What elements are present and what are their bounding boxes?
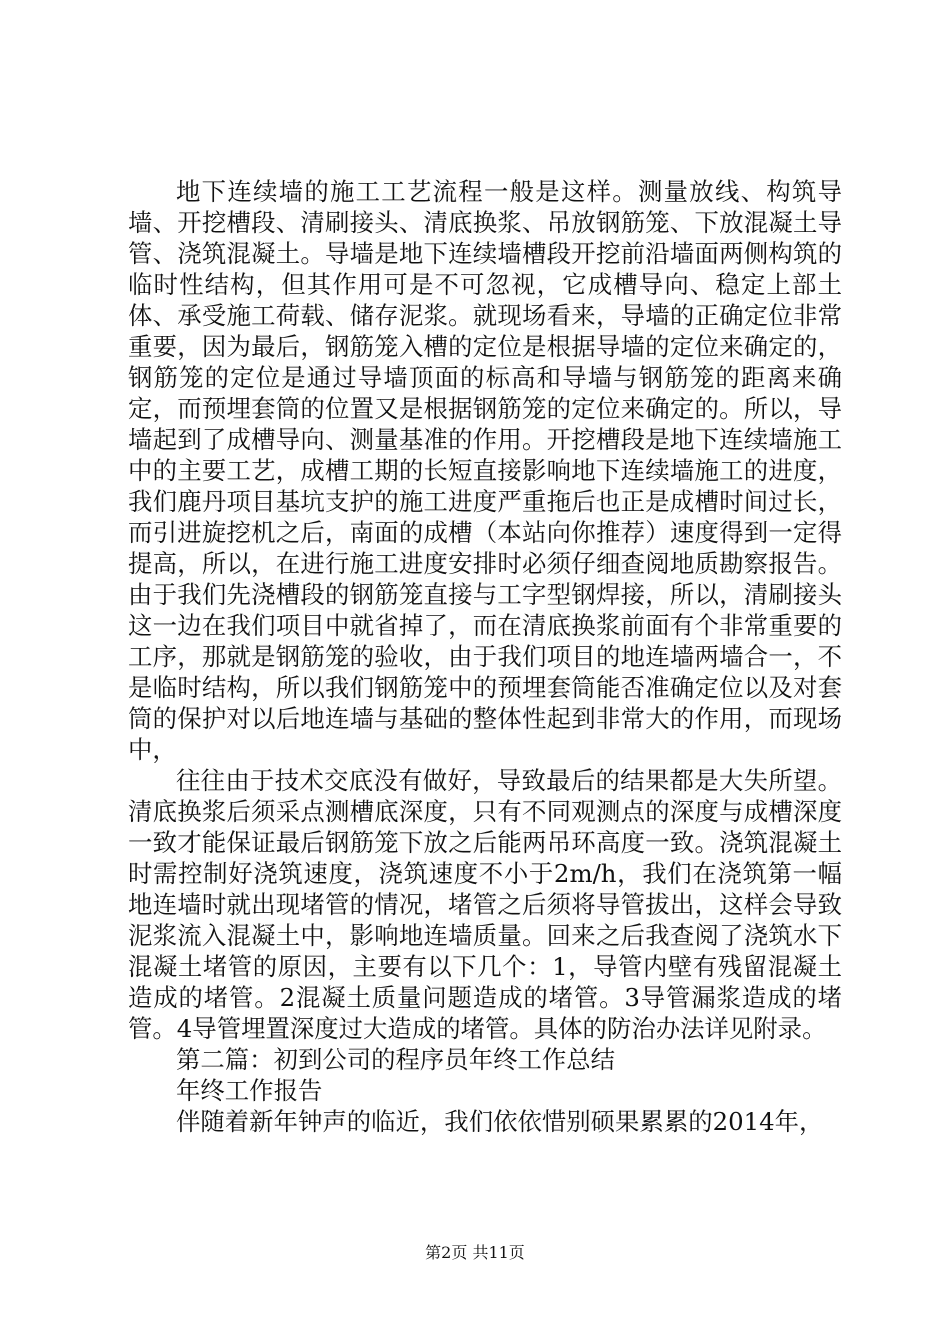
report-title: 年终工作报告 (176, 1076, 323, 1105)
paragraph-pipe-blockage: 往往由于技术交底没有做好，导致最后的结果都是大失所望。清底换浆后须采点测槽底深度，只有不同观测点的深度与成槽深度一致才能保证最后钢筋笼下放之后能两吊环高度一致。浇筑混凝土时需控制好浇筑速度，浇筑速度不小于2m/h，我们在浇筑第一幅地连墙时就出现堵管的情况，堵管之后须将导管拔出，这样会导致泥浆流入混凝土中，影响地连墙质量。回来之后我查阅了浇筑水下混凝土堵管的原因，主要有以下几个：1，导管内壁有残留混凝土造成的堵管。2混凝土质量问题造成的堵管。3导管漏浆造成的堵管。4导管埋置深度过大造成的堵管。具体的防治办法详见附录。 (128, 766, 842, 1043)
paragraph-new-year-intro: 伴随着新年钟声的临近，我们依依惜别硕果累累的2014年， (176, 1107, 824, 1136)
document-body (128, 176, 842, 1137)
paragraph-diaphragm-wall-process: 地下连续墙的施工工艺流程一般是这样。测量放线、构筑导墙、开挖槽段、清刷接头、清底换浆、吊放钢筋笼、下放混凝土导管、浇筑混凝土。导墙是地下连续墙槽段开挖前沿墙面两侧构筑的临时性结构，但其作用可是不可忽视，它成槽导向、稳定上部土体、承受施工荷载、储存泥浆。就现场看来，导墙的正确定位非常重要，因为最后，钢筋笼入槽的定位是根据导墙的定位来确定的，钢筋笼的定位是通过导墙顶面的标高和导墙与钢筋笼的距离来确定，而预埋套筒的位置又是根据钢筋笼的定位来确定的。所以，导墙起到了成槽导向、测量基准的作用。开挖槽段是地下连续墙施工中的主要工艺，成槽工期的长短直接影响地下连续墙施工的进度，我们鹿丹项目基坑支护的施工进度严重拖后也正是成槽时间过长，而引进旋挖机之后，南面的成槽（本站向你推荐）速度得到一定得提高，所以，在进行施工进度安排时必须仔细查阅地质勘察报告。由于我们先浇槽段的钢筋笼直接与工字型钢焊接，所以，清刷接头这一边在我们项目中就省掉了，而在清底换浆前面有个非常重要的工序，那就是钢筋笼的验收，由于我们项目的地连墙两墙合一，不是临时结构，所以我们钢筋笼中的预埋套筒能否准确定位以及对套筒的保护对以后地连墙与基础的整体性起到非常大的作用，而现场中， (128, 177, 842, 764)
section-heading-part-two: 第二篇：初到公司的程序员年终工作总结 (176, 1045, 616, 1074)
page-footer: 第2页 共11页 (425, 1243, 525, 1262)
